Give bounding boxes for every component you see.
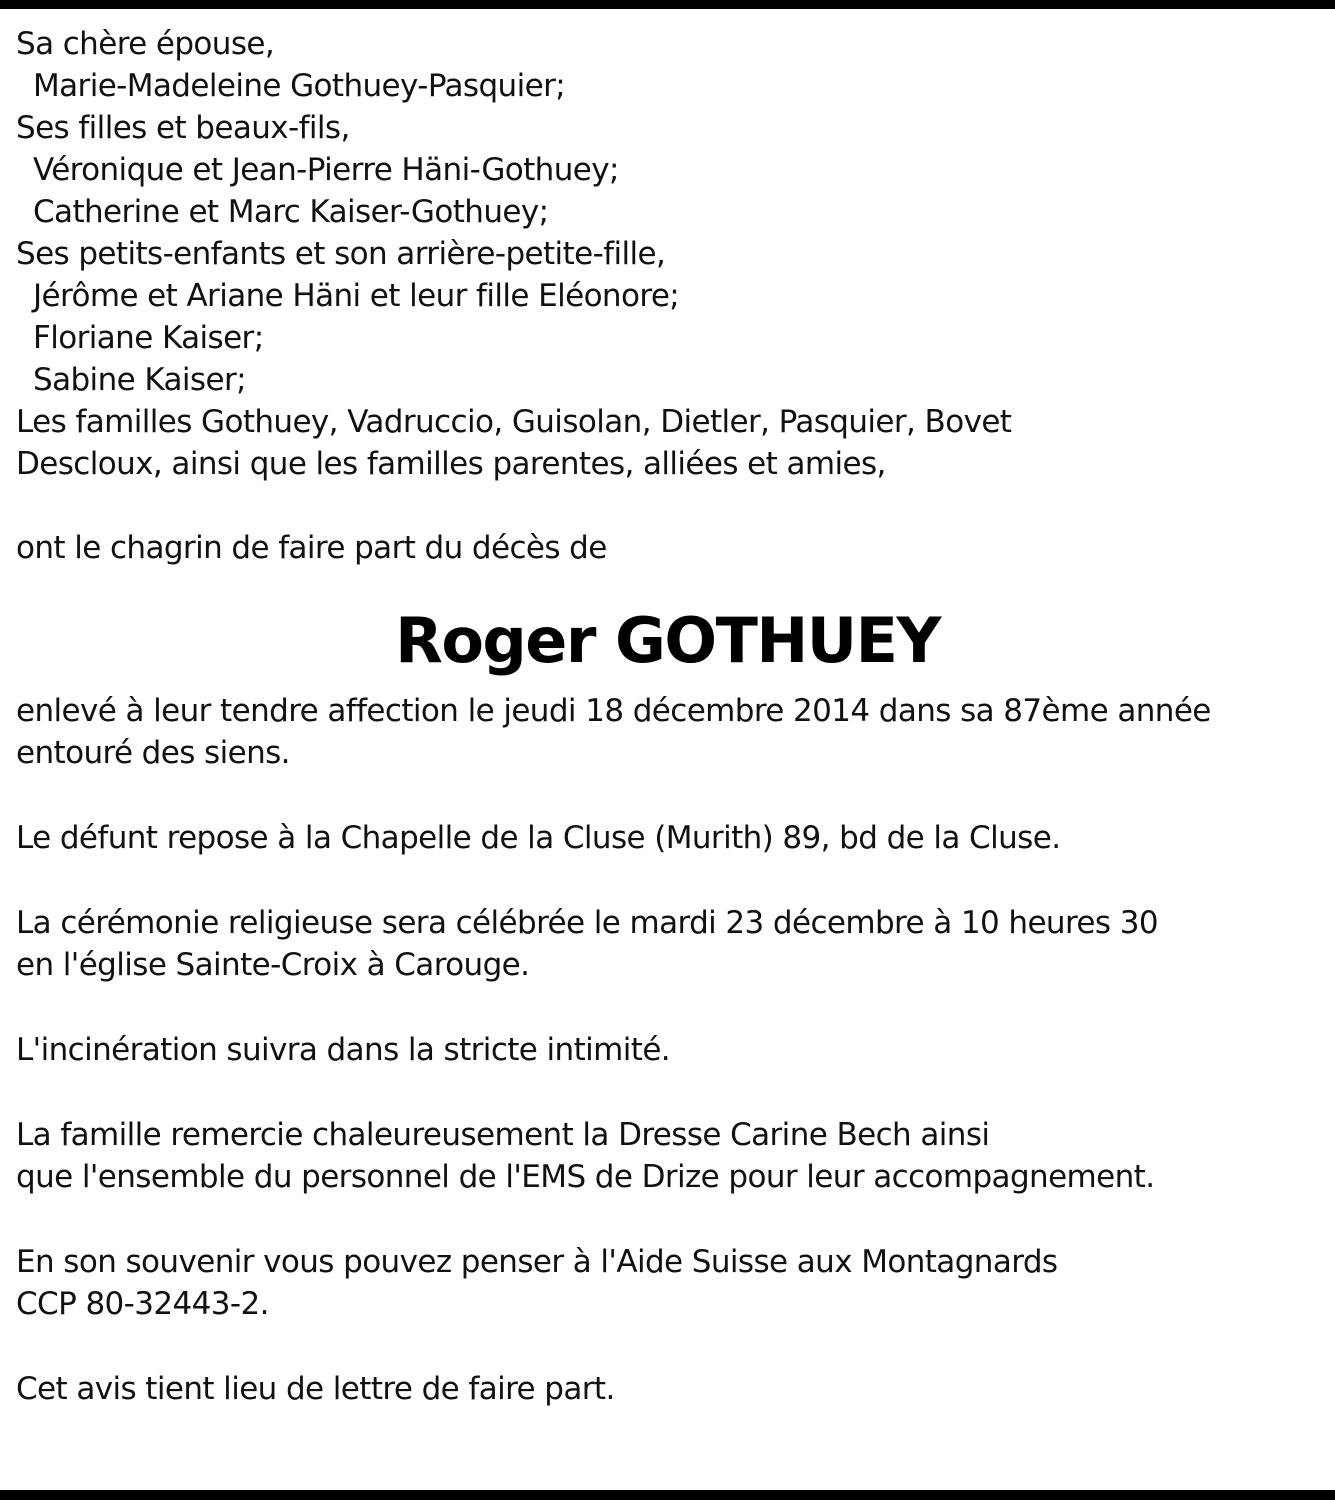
ceremony-text: La cérémonie religieuse sera célébrée le mardi 23 décembre à 10 heures 30 <box>16 905 1158 941</box>
closing-text: Cet avis tient lieu de lettre de faire part. <box>16 1371 615 1407</box>
families-line: Descloux, ainsi que les familles parentes, alliées et amies, <box>16 446 886 482</box>
death-details: entouré des siens. <box>16 735 290 771</box>
spacer <box>16 1325 1316 1368</box>
families-line: Les familles Gothuey, Vadruccio, Guisolan, Dietler, Pasquier, Bovet <box>16 404 1012 440</box>
spacer <box>16 485 1316 527</box>
daughter-entry: Catherine et Marc Kaiser-Gothuey; <box>33 194 549 230</box>
deceased-name: Roger GOTHUEY <box>395 604 940 677</box>
death-details: enlevé à leur tendre affection le jeudi 18 décembre 2014 dans sa 87ème année <box>16 693 1211 729</box>
spacer <box>16 1071 1316 1114</box>
spacer <box>16 774 1316 817</box>
grandchildren-heading: Ses petits-enfants et son arrière-petite-fille, <box>16 236 666 272</box>
top-border-rule <box>0 0 1335 9</box>
donation-text: CCP 80-32443-2. <box>16 1286 269 1322</box>
spouse-heading: Sa chère épouse, <box>16 26 275 62</box>
daughter-entry: Véronique et Jean-Pierre Häni-Gothuey; <box>33 152 619 188</box>
bottom-border-rule <box>0 1490 1335 1500</box>
repose-text: Le défunt repose à la Chapelle de la Cluse (Murith) 89, bd de la Cluse. <box>16 820 1061 856</box>
thanks-text: que l'ensemble du personnel de l'EMS de Drize pour leur accompagnement. <box>16 1159 1155 1195</box>
grandchild-entry: Jérôme et Ariane Häni et leur fille Eléonore; <box>33 278 680 314</box>
spacer <box>16 859 1316 902</box>
grandchild-entry: Sabine Kaiser; <box>33 362 246 398</box>
incineration-text: L'incinération suivra dans la stricte intimité. <box>16 1032 671 1068</box>
obituary-notice <box>16 23 1316 1410</box>
spacer <box>16 1198 1316 1241</box>
announcement-text: ont le chagrin de faire part du décès de <box>16 530 607 566</box>
spouse-name: Marie-Madeleine Gothuey-Pasquier; <box>33 68 566 104</box>
donation-text: En son souvenir vous pouvez penser à l'Aide Suisse aux Montagnards <box>16 1244 1058 1280</box>
thanks-text: La famille remercie chaleureusement la Dresse Carine Bech ainsi <box>16 1117 990 1153</box>
ceremony-text: en l'église Sainte-Croix à Carouge. <box>16 947 530 983</box>
grandchild-entry: Floriane Kaiser; <box>33 320 264 356</box>
daughters-heading: Ses filles et beaux-fils, <box>16 110 350 146</box>
spacer <box>16 986 1316 1029</box>
